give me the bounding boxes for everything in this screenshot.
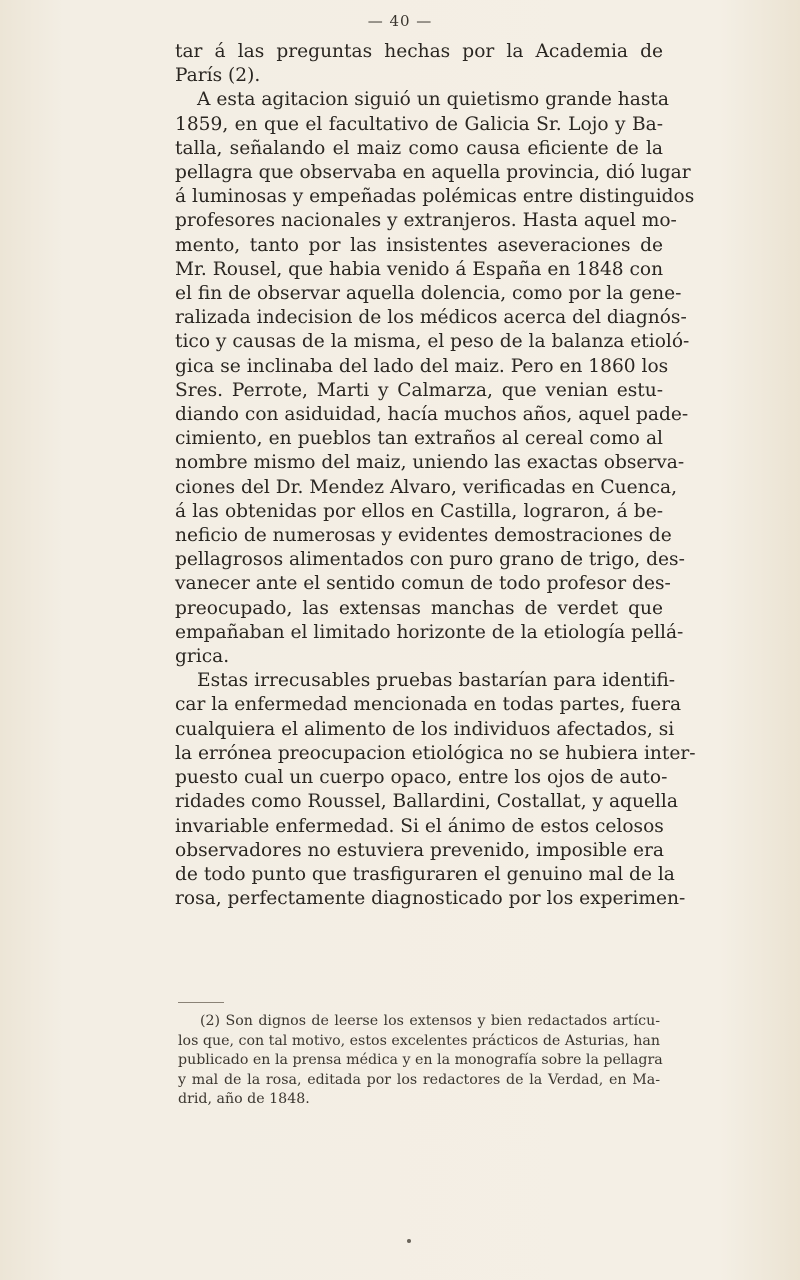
body-text-line: vanecer ante el sentido comun de todo profesor des- [175, 573, 671, 595]
body-text-line: diando con asiduidad, hacía muchos años, aquel pade- [175, 404, 689, 426]
body-text-line: rosa, perfectamente diagnosticado por los experimen- [175, 888, 686, 910]
footnote-line: (2) Son dignos de leerse los extensos y bien redactados artícu- [200, 1013, 660, 1029]
body-text-line: Mr. Rousel, que habia venido á España en 1848 con [175, 258, 664, 280]
footnote-line: los que, con tal motivo, estos excelentes prácticos de Asturias, han [178, 1032, 661, 1049]
body-text-line: mento, tanto por las insistentes aseveraciones de [175, 234, 663, 256]
body-text-line: invariable enfermedad. Si el ánimo de estos celosos [175, 815, 664, 837]
body-text-line: observadores no estuviera prevenido, imposible era [175, 839, 665, 861]
body-text-line: de todo punto que trasfiguraren el genuino mal de la [175, 863, 675, 885]
paper-speck [407, 1239, 411, 1243]
body-text-line: á las obtenidas por ellos en Castilla, lograron, á be- [175, 500, 663, 522]
body-text-line: París (2). [175, 65, 261, 87]
page-number: — 40 — [367, 12, 433, 30]
body-text-line: grica. [175, 646, 230, 668]
body-text-line: Sres. Perrote, Marti y Calmarza, que venian estu- [175, 379, 663, 401]
body-text-line: pellagra que observaba en aquella provincia, dió lugar [175, 162, 691, 184]
body-text-line: puesto cual un cuerpo opaco, entre los ojos de auto- [175, 767, 668, 789]
main-text-block [175, 40, 696, 911]
body-text-line: Estas irrecusables pruebas bastarían para identifi- [197, 670, 676, 692]
body-text-line: preocupado, las extensas manchas de verdet que [175, 597, 663, 619]
body-text-line: cimiento, en pueblos tan extraños al cereal como al [175, 428, 663, 450]
body-text-line: tar á las preguntas hechas por la Academia de [175, 41, 663, 62]
body-text-line: el fin de observar aquella dolencia, como por la gene- [175, 283, 682, 305]
body-text-line: neficio de numerosas y evidentes demostraciones de [175, 525, 672, 547]
body-text-line: á luminosas y empeñadas polémicas entre distinguidos [175, 186, 695, 208]
body-text-line: nombre mismo del maiz, uniendo las exactas observa- [175, 452, 685, 474]
body-text-line: car la enfermedad mencionada en todas partes, fuera [175, 694, 682, 716]
body-text-line: pellagrosos alimentados con puro grano de trigo, des- [175, 549, 685, 571]
body-text-line: tico y causas de la misma, el peso de la balanza etioló- [175, 331, 690, 353]
body-text-line: ralizada indecision de los médicos acerca del diagnós- [175, 307, 687, 329]
body-text-line: 1859, en que el facultativo de Galicia Sr. Lojo y Ba- [175, 113, 663, 135]
body-text-line: la errónea preocupacion etiológica no se hubiera inter- [175, 742, 696, 764]
body-text-line: empañaban el limitado horizonte de la etiología pellá- [175, 621, 684, 643]
footnote-line: y mal de la rosa, editada por los redactores de la Verdad, en Ma- [178, 1071, 660, 1088]
body-text-line: talla, señalando el maiz como causa eficiente de la [175, 137, 663, 159]
footnote-line: publicado en la prensa médica y en la monografía sobre la pellagra [178, 1052, 663, 1068]
body-text-line: ridades como Roussel, Ballardini, Costallat, y aquella [175, 791, 678, 813]
body-text-line: cualquiera el alimento de los individuos afectados, si [175, 718, 675, 740]
footnote-separator [178, 1002, 224, 1003]
body-text-line: ciones del Dr. Mendez Alvaro, verificadas en Cuenca, [175, 476, 677, 498]
body-text-line: gica se inclinaba del lado del maiz. Pero en 1860 los [175, 355, 669, 377]
footnote [178, 1012, 663, 1110]
body-text-line: profesores nacionales y extranjeros. Hasta aquel mo- [175, 210, 677, 232]
body-text-line: A esta agitacion siguió un quietismo grande hasta [197, 89, 669, 111]
footnote-line: drid, año de 1848. [178, 1091, 310, 1107]
